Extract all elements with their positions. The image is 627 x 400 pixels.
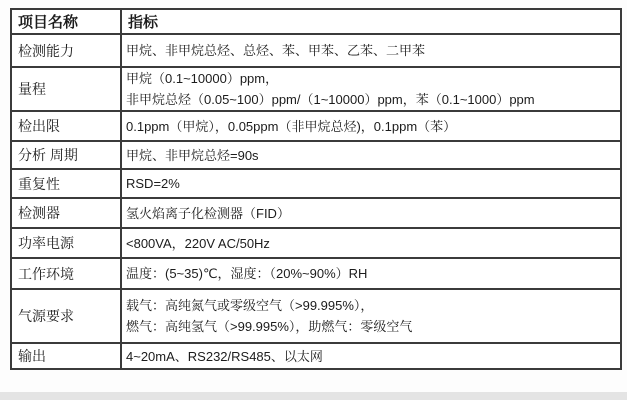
value-line: 氢火焰离子化检测器（FID） bbox=[126, 205, 290, 221]
row-value bbox=[121, 258, 621, 289]
row-analysis-cycle bbox=[11, 141, 621, 169]
value-line: 0.1ppm（甲烷），0.05ppm（非甲烷总烃)，0.1ppm（苯） bbox=[126, 118, 457, 134]
row-value bbox=[121, 169, 621, 198]
header-item-name: 项目名称 bbox=[11, 9, 121, 34]
row-label: 重复性 bbox=[11, 169, 121, 198]
value-line: 温度：(5~35)℃，湿度：（20%~90%）RH bbox=[126, 266, 368, 281]
row-label: 量程 bbox=[11, 67, 121, 111]
row-power-supply bbox=[11, 228, 621, 258]
row-value bbox=[121, 343, 621, 369]
value-line: 载气：高纯氮气或零级空气（>99.995%）， bbox=[126, 298, 374, 313]
row-repeatability bbox=[11, 169, 621, 198]
value-line: 甲烷（0.1~10000）ppm， bbox=[126, 71, 279, 86]
row-value bbox=[121, 67, 621, 111]
row-label: 检测能力 bbox=[11, 34, 121, 67]
value-line: 甲烷、非甲烷总烃=90s bbox=[126, 147, 259, 163]
header-indicator: 指标 bbox=[121, 9, 621, 34]
row-detection-capability bbox=[11, 34, 621, 67]
value-line: 非甲烷总烃（0.05~100）ppm/（1~10000）ppm，苯（0.1~1000）ppm bbox=[126, 92, 535, 107]
spec-table-container bbox=[10, 8, 622, 370]
row-value bbox=[121, 289, 621, 343]
spec-table bbox=[10, 8, 622, 370]
value-line: 甲烷、非甲烷总烃、总烃、苯、甲苯、乙苯、二甲苯 bbox=[126, 43, 426, 58]
row-label: 分析 周期 bbox=[11, 141, 121, 169]
row-detection-limit bbox=[11, 111, 621, 141]
row-label: 气源要求 bbox=[11, 289, 121, 343]
row-measuring-range bbox=[11, 67, 621, 111]
row-label: 检出限 bbox=[11, 111, 121, 141]
row-value bbox=[121, 198, 621, 228]
row-label: 工作环境 bbox=[11, 258, 121, 289]
value-line: RSD=2% bbox=[126, 176, 180, 191]
page-bottom-strip bbox=[0, 392, 627, 400]
header-row bbox=[11, 9, 621, 34]
row-label: 功率电源 bbox=[11, 228, 121, 258]
row-value bbox=[121, 111, 621, 141]
value-line: 燃气：高纯氢气（>99.995%），助燃气：零级空气 bbox=[126, 319, 413, 334]
row-working-environment bbox=[11, 258, 621, 289]
row-detector bbox=[11, 198, 621, 228]
row-label: 输出 bbox=[11, 343, 121, 369]
row-value bbox=[121, 228, 621, 258]
value-line: 4~20mA、RS232/RS485、以太网 bbox=[126, 348, 323, 364]
value-line: <800VA，220V AC/50Hz bbox=[126, 235, 270, 251]
row-output bbox=[11, 343, 621, 369]
row-label: 检测器 bbox=[11, 198, 121, 228]
row-value bbox=[121, 34, 621, 67]
row-gas-supply-requirement bbox=[11, 289, 621, 343]
row-value bbox=[121, 141, 621, 169]
